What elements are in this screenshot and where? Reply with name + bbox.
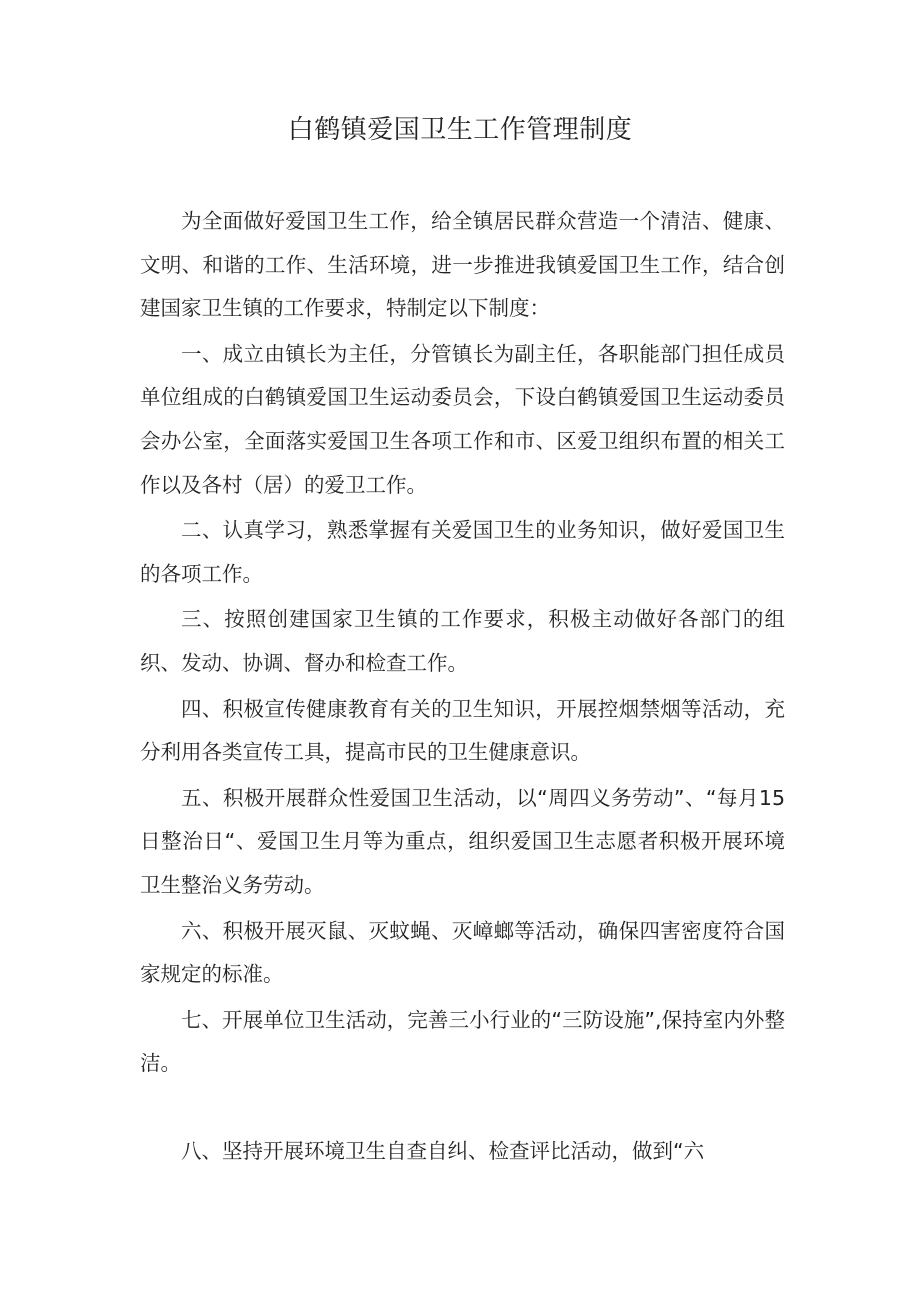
clause-4-paragraph: 四、积极宣传健康教育有关的卫生知识，开展控烟禁烟等活动，充分利用各类宣传工具，提高市民的卫生健康意识。 <box>140 696 785 765</box>
intro-paragraph: 为全面做好爱国卫生工作，给全镇居民群众营造一个清洁、健康、文明、和谐的工作、生活环境，进一步推进我镇爱国卫生工作，结合创建国家卫生镇的工作要求，特制定以下制度： <box>140 209 785 321</box>
clause-1-paragraph: 一、成立由镇长为主任，分管镇长为副主任，各职能部门担任成员单位组成的白鹤镇爱国卫生运动委员会，下设白鹤镇爱国卫生运动委员会办公室，全面落实爱国卫生各项工作和市、区爱卫组织布置的相关工作以及各村（居）的爱卫工作。 <box>140 341 785 497</box>
clause-2-paragraph: 二、认真学习，熟悉掌握有关爱国卫生的业务知识，做好爱国卫生的各项工作。 <box>140 518 785 586</box>
clause-3-paragraph: 三、按照创建国家卫生镇的工作要求，积极主动做好各部门的组织、发动、协调、督办和检查工作。 <box>140 607 785 675</box>
document-title: 白鹤镇爱国卫生工作管理制度 <box>287 115 633 145</box>
clause-5-paragraph: 五、积极开展群众性爱国卫生活动，以“周四义务劳动”、“每月15日整治日“、爱国卫生月等为重点，组织爱国卫生志愿者积极开展环境卫生整治义务劳动。 <box>140 785 785 897</box>
clause-6-paragraph: 六、积极开展灭鼠、灭蚊蝇、灭嶂螂等活动，确保四害密度符合国家规定的标准。 <box>140 918 785 987</box>
clause-8-paragraph: 八、坚持开展环境卫生自查自纠、检查评比活动，做到“六 <box>181 1138 705 1163</box>
clause-7-paragraph: 七、开展单位卫生活动，完善三小行业的“三防设施”,保持室内外整洁。 <box>140 1007 785 1076</box>
document-body <box>140 200 785 1173</box>
